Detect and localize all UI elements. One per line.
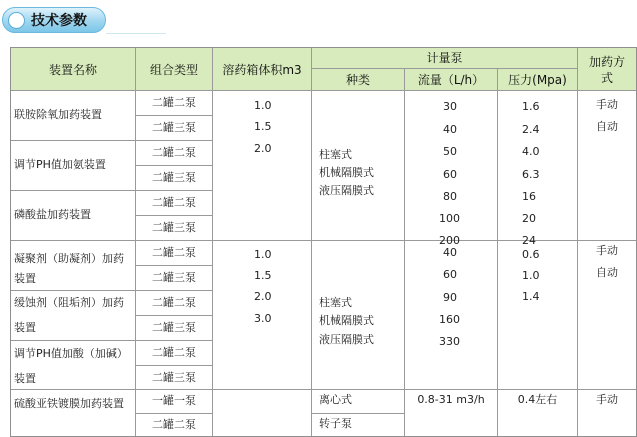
combo-type: 二罐二泵 <box>152 146 196 159</box>
header-tank-volume: 溶药箱体积m3 <box>222 63 302 77</box>
header-pump-kind: 种类 <box>345 73 370 87</box>
flow-value: 0.8-31 m3/h <box>417 393 485 406</box>
divider <box>311 68 577 69</box>
tank-volume: 2.0 <box>254 142 272 155</box>
pressure-value: 0.4左右 <box>517 393 558 406</box>
dosing-method: 自动 <box>596 266 618 279</box>
combo-type: 二罐二泵 <box>152 96 196 109</box>
combo-type: 二罐三泵 <box>152 371 196 384</box>
header-dosing-method-line1: 加药方 <box>588 55 625 69</box>
tank-volume: 1.0 <box>254 248 272 261</box>
divider <box>135 413 212 414</box>
divider <box>11 190 212 191</box>
header-device-name: 装置名称 <box>48 63 97 77</box>
divider <box>497 68 498 436</box>
divider <box>135 165 212 166</box>
combo-type: 二罐二泵 <box>152 418 196 431</box>
flow-value: 40 <box>443 246 457 259</box>
header-flow: 流量（L/h） <box>417 73 485 87</box>
device-name: 装置 <box>14 272 36 285</box>
section-title-badge <box>2 7 106 33</box>
device-name: 装置 <box>14 372 36 385</box>
divider <box>135 215 212 216</box>
tank-volume: 3.0 <box>254 312 272 325</box>
pressure-value: 6.3 <box>522 168 540 181</box>
tank-volume: 1.5 <box>254 120 272 133</box>
pump-kind: 离心式 <box>319 393 352 406</box>
pump-kind: 柱塞式 <box>319 296 352 309</box>
flow-value: 80 <box>443 190 457 203</box>
tank-volume: 1.0 <box>254 99 272 112</box>
pressure-value: 1.6 <box>522 100 540 113</box>
flow-value: 60 <box>443 168 457 181</box>
pressure-value: 16 <box>522 190 536 203</box>
device-name: 硫酸亚铁镀膜加药装置 <box>14 397 124 410</box>
divider <box>404 68 405 436</box>
tank-volume: 1.5 <box>254 269 272 282</box>
combo-type: 二罐三泵 <box>152 321 196 334</box>
pressure-value: 20 <box>522 212 536 225</box>
flow-value: 60 <box>443 268 457 281</box>
device-name: 调节PH值加酸（加碱） <box>14 347 128 360</box>
flow-value: 90 <box>443 291 457 304</box>
divider <box>11 389 636 390</box>
divider <box>212 48 213 436</box>
device-name: 凝聚剂（助凝剂）加药 <box>14 252 124 265</box>
divider <box>135 315 212 316</box>
pump-kind: 液压隔膜式 <box>319 333 374 346</box>
divider <box>11 340 212 341</box>
pump-kind: 机械隔膜式 <box>319 314 374 327</box>
tech-params-table <box>10 47 637 437</box>
combo-type: 二罐三泵 <box>152 221 196 234</box>
header-combo-type: 组合类型 <box>149 63 198 77</box>
flow-value: 200 <box>439 234 460 247</box>
dosing-method: 手动 <box>596 244 618 257</box>
combo-type: 二罐二泵 <box>152 196 196 209</box>
pressure-value: 24 <box>522 234 536 247</box>
combo-type: 二罐二泵 <box>152 346 196 359</box>
tank-volume: 2.0 <box>254 290 272 303</box>
flow-value: 50 <box>443 145 457 158</box>
device-name: 调节PH值加氨装置 <box>14 158 106 171</box>
flow-value: 100 <box>439 212 460 225</box>
divider <box>135 265 212 266</box>
flow-value: 160 <box>439 313 460 326</box>
combo-type: 二罐三泵 <box>152 171 196 184</box>
divider <box>11 90 636 91</box>
divider <box>11 240 636 241</box>
pressure-value: 1.0 <box>522 269 540 282</box>
flow-value: 30 <box>443 100 457 113</box>
section-title: 技术参数 <box>31 13 87 29</box>
divider <box>11 140 212 141</box>
pressure-value: 2.4 <box>522 123 540 136</box>
device-name: 装置 <box>14 321 36 334</box>
flow-value: 40 <box>443 123 457 136</box>
dosing-method: 手动 <box>596 393 618 406</box>
device-name: 磷酸盐加药装置 <box>14 208 91 221</box>
circle-icon <box>8 12 25 29</box>
pump-kind: 液压隔膜式 <box>319 184 374 197</box>
pump-kind: 转子泵 <box>319 417 352 430</box>
header-dosing-method-line2: 式 <box>600 71 613 85</box>
dosing-method: 手动 <box>596 98 618 111</box>
combo-type: 二罐二泵 <box>152 246 196 259</box>
pressure-value: 0.6 <box>522 248 540 261</box>
combo-type: 二罐三泵 <box>152 121 196 134</box>
divider <box>311 48 312 436</box>
header-pressure: 压力(Mpa) <box>508 73 567 87</box>
device-name: 缓蚀剂（阻垢剂）加药 <box>14 296 124 309</box>
combo-type: 二罐二泵 <box>152 296 196 309</box>
header-metering-pump: 计量泵 <box>426 51 463 65</box>
pressure-value: 1.4 <box>522 290 540 303</box>
divider <box>11 290 212 291</box>
dosing-method: 自动 <box>596 120 618 133</box>
pump-kind: 机械隔膜式 <box>319 166 374 179</box>
pump-kind: 柱塞式 <box>319 148 352 161</box>
device-name: 联胺除氧加药装置 <box>14 108 102 121</box>
pressure-value: 4.0 <box>522 145 540 158</box>
flow-value: 330 <box>439 335 460 348</box>
divider <box>135 365 212 366</box>
combo-type: 一罐一泵 <box>152 394 196 407</box>
divider <box>311 413 404 414</box>
combo-type: 二罐三泵 <box>152 271 196 284</box>
title-underline <box>106 33 166 34</box>
divider <box>135 115 212 116</box>
